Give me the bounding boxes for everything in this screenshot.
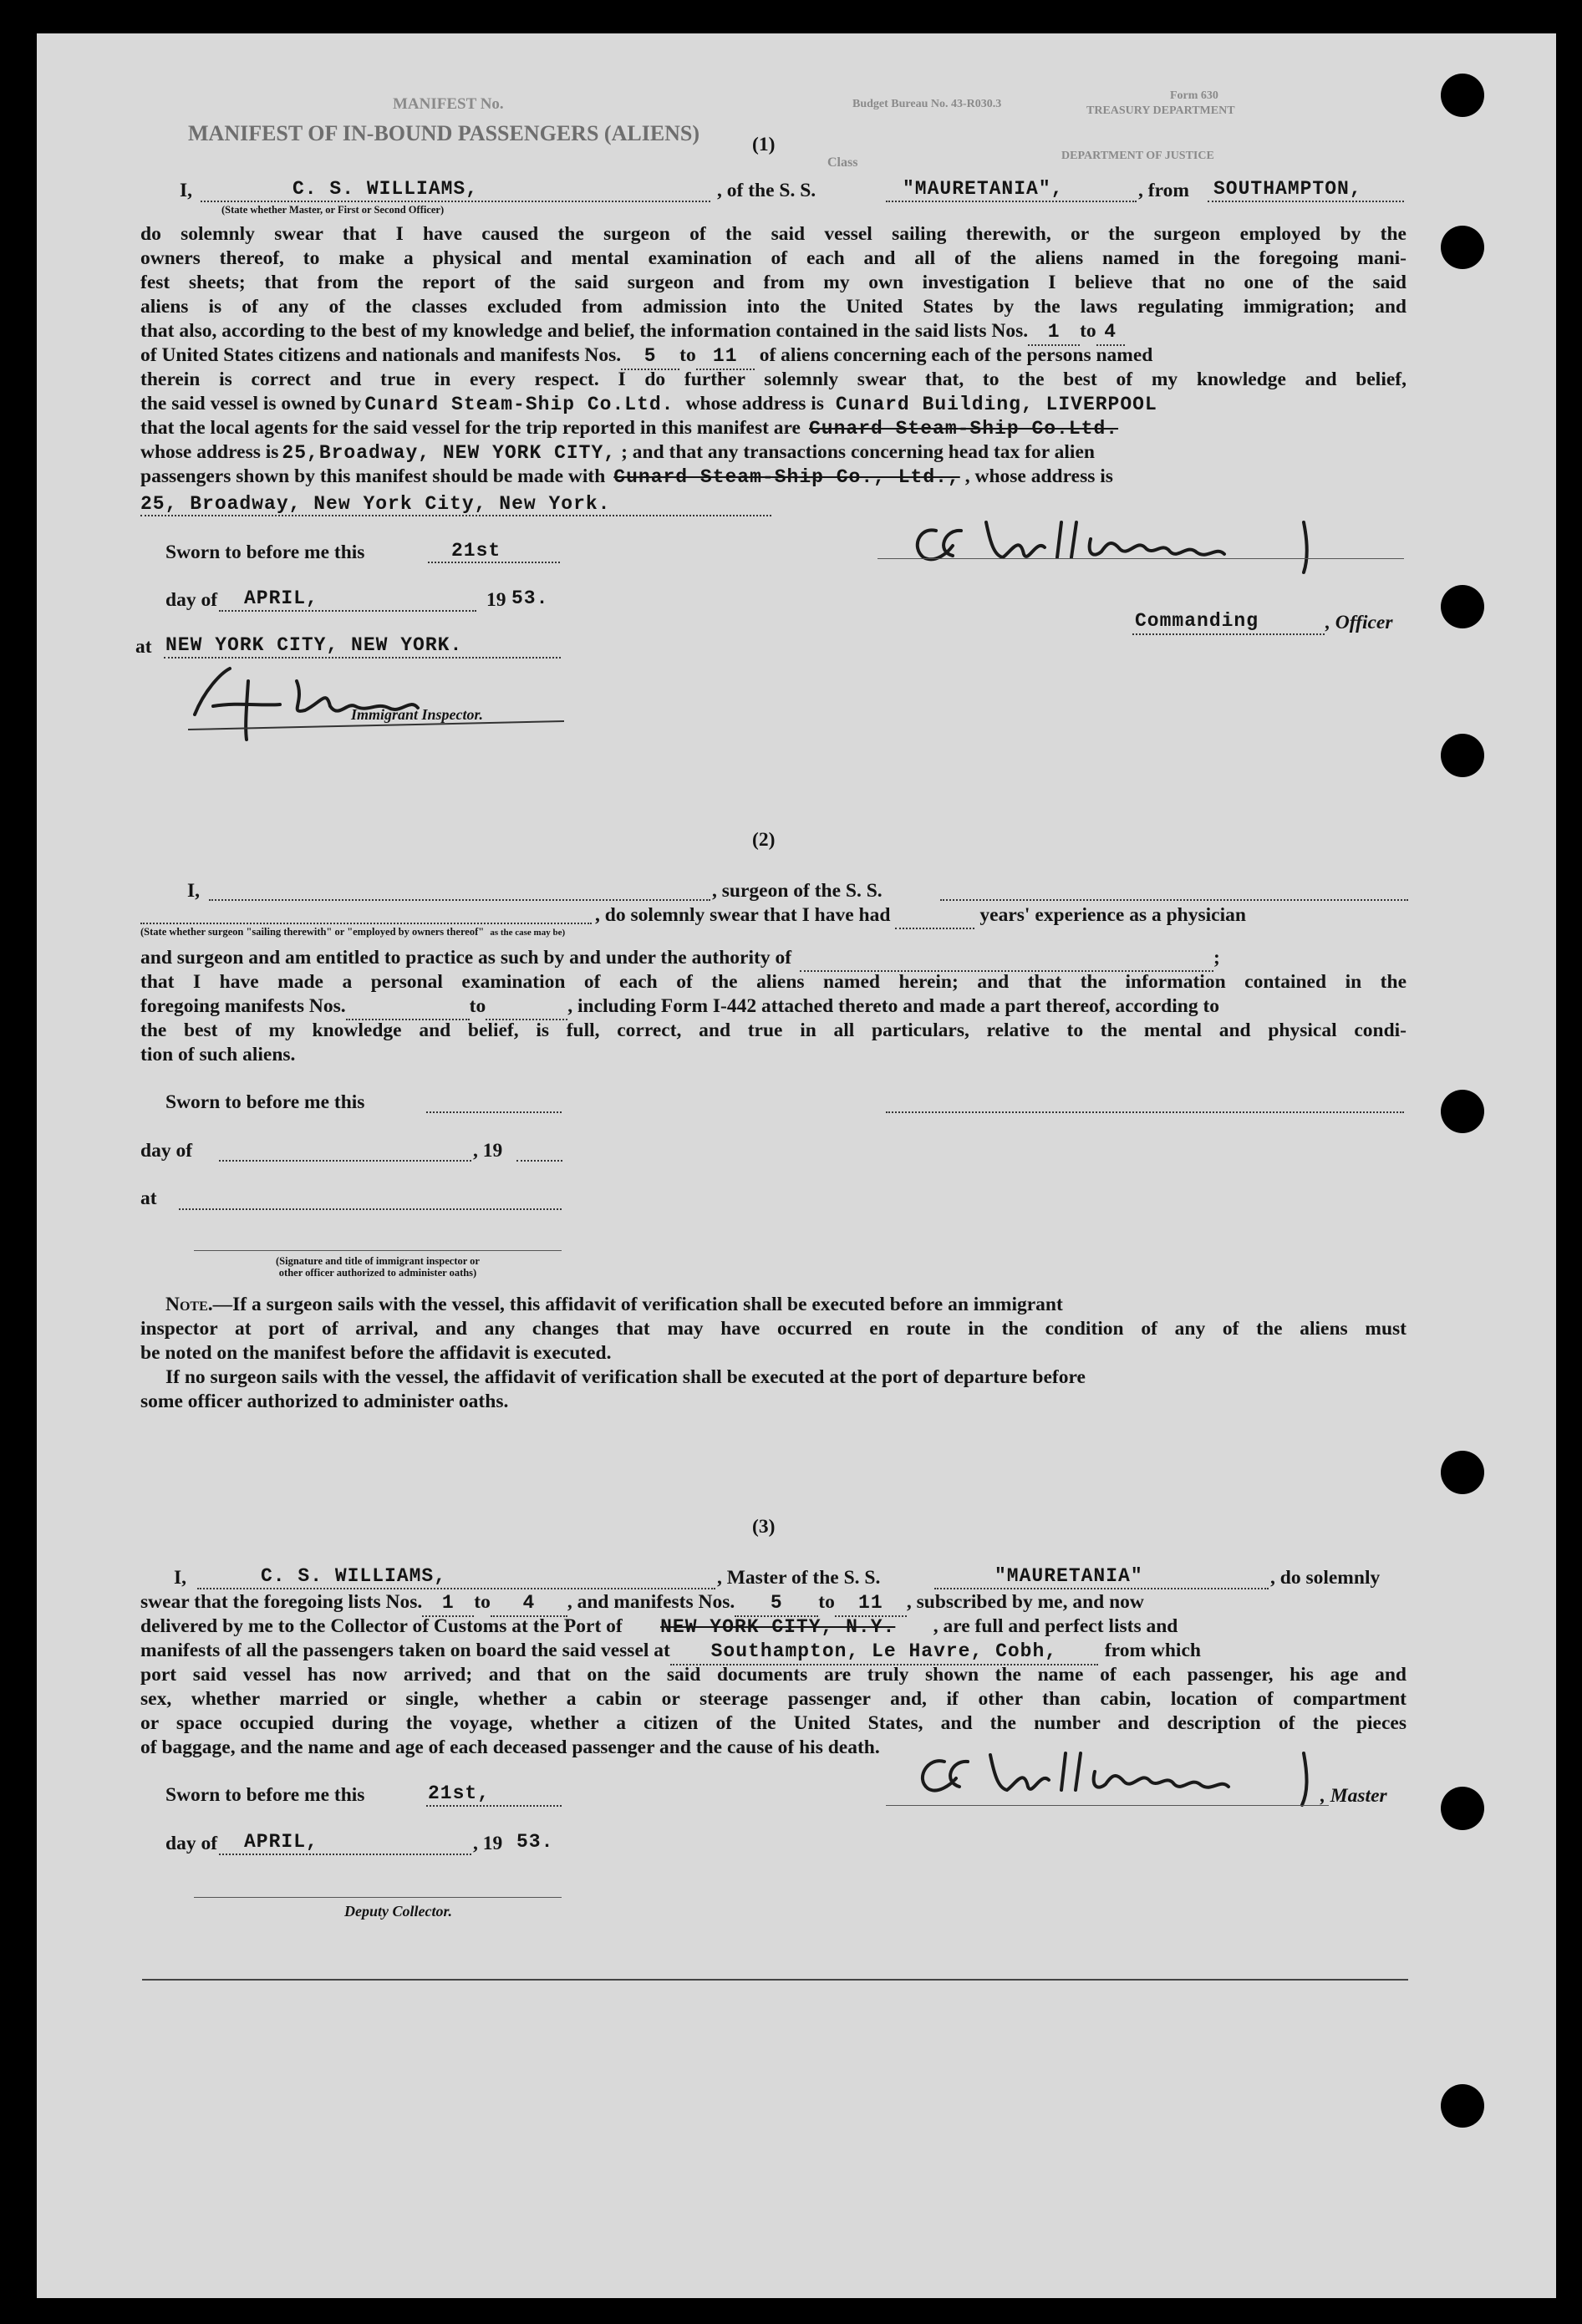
s3-line: or space occupied during the voyage, whether a citizen of the United States, and the number and description of the pieces [140,1712,1407,1734]
s3-sworn-day: 21st, [428,1782,491,1804]
s1-line11 [140,464,1113,490]
s1-line9-text: that the local agents for the said vessel for the trip reported in this manifest are [140,417,801,439]
s1-inspector-label: Immigrant Inspector. [351,706,484,723]
s1-port-from: SOUTHAMPTON, [1213,178,1362,200]
s1-owner-address: Cunard Building, LIVERPOOL [835,394,1157,415]
s2-line5-post: , including Form I-442 attached thereto and made a part thereof, according to [567,995,1220,1017]
s2-name-line [209,899,710,901]
punch-hole [1441,226,1484,269]
faded-class: Class [827,155,858,170]
punch-hole [1441,1090,1484,1133]
s2-to-blank [486,994,567,1020]
s3-line2-mid: , and manifests Nos. [567,1591,735,1613]
s1-place: NEW YORK CITY, NEW YORK. [165,634,463,656]
s1-role-note: (State whether Master, or First or Second Officer) [221,204,445,216]
s3-lists-from: 1 [422,1590,474,1617]
s3-ports-embark: Southampton, Le Havre, Cobh, [670,1639,1098,1665]
s2-sworn-line [426,1111,562,1113]
s1-line8-mid: whose address is [685,393,824,414]
s2-at: at [140,1187,157,1209]
s2-type-line [140,923,592,924]
s2-line5-to: to [469,995,486,1017]
s1-line10-text: whose address is [140,441,279,463]
faded-justice: DEPARTMENT OF JUSTICE [1061,150,1214,162]
s3-master-label: , Master [1320,1785,1387,1807]
s1-sworn-day: 21st [451,540,501,562]
s3-line4-text: manifests of all the passengers taken on board the said vessel at [140,1640,670,1661]
s1-officer-line [1132,633,1325,635]
s1-manifests-to: 11 [696,343,755,370]
s1-line11-post: , whose address is [964,465,1113,487]
s2-line6: the best of my knowledge and belief, is full, correct, and true in all particulars, relative to the mental and physical condi- [140,1020,1407,1041]
s1-line7: therein is correct and true in every respect. I do further solemnly swear that, to the best of my knowledge and belief, [140,369,1407,390]
faded-dept: TREASURY DEPARTMENT [1086,104,1235,117]
s3-year-prefix: , 19 [473,1833,503,1854]
s1-year-prefix: 19 [486,589,506,611]
s2-day-of: day of [140,1140,193,1162]
s1-at: at [135,636,152,658]
s2-line2-post: years' experience as a physician [979,904,1246,926]
s1-to: to [1080,320,1096,342]
s3-day-of: day of [165,1833,218,1854]
s2-note-line: be noted on the manifest before the affidavit is executed. [140,1342,612,1364]
s1-to2: to [679,344,696,366]
s1-of-ss: , of the S. S. [717,180,816,201]
s2-authority-blank [800,945,1213,972]
s3-last-line: of baggage, and the name and age of each deceased passenger and the cause of his death. [140,1737,880,1758]
s1-line8 [140,391,1157,417]
s1-address-line [140,515,771,516]
s2-sig-note-a: (Signature and title of immigrant inspector or [276,1255,480,1267]
s2-note-label: Note. [165,1294,213,1315]
s3-i-label: I, [174,1567,187,1589]
s1-officer-label: , Officer [1325,612,1393,633]
s1-line5-text: that also, according to the best of my knowledge and belief, the information contained in the said lists Nos. [140,320,1029,342]
s1-para-line: aliens is of any of the classes excluded from admission into the United States by the laws regulating immigration; and [140,296,1407,318]
section-2-number: (2) [752,829,776,851]
s2-i-label: I, [187,880,201,902]
s2-sig-note [194,1255,562,1279]
s2-note-text: —If a surgeon sails with the vessel, this affidavit of verification shall be executed before an immigrant [212,1294,1063,1315]
s2-surgeon-sig-line [886,1111,1404,1113]
s3-line3-post: , are full and perfect lists and [933,1615,1178,1637]
s1-para-line: owners thereof, to make a physical and mental examination of each and all of the aliens named in the foregoing mani- [140,247,1407,269]
s2-role-note [140,926,565,938]
s1-lists-from: 1 [1028,319,1080,346]
s1-agents: Cunard Steam-Ship Co.Ltd. [809,418,1119,440]
s1-lists-to: 4 [1096,319,1125,346]
s2-line3-post: ; [1213,947,1220,969]
s2-note-line: inspector at port of arrival, and any changes that may have occurred en route in the condition of any of the aliens must [140,1318,1407,1340]
punch-hole [1441,2084,1484,2128]
s2-line4: that I have made a personal examination of each of the aliens named herein; and that the information contained in the [140,971,1407,993]
s2-line2-mid: , do solemnly swear that I have had [595,904,891,926]
s3-port: NEW YORK CITY, N.Y. [660,1616,896,1638]
s2-at-line [179,1208,562,1210]
s2-year-line [516,1160,562,1162]
punch-hole [1441,734,1484,777]
s3-line2-post: , subscribed by me, and now [906,1591,1144,1613]
s2-month-line [219,1160,471,1162]
master-signature-3 [886,1738,1337,1813]
s1-line11-text: passengers shown by this manifest should be made with [140,465,606,487]
s1-line9 [140,415,1118,441]
s3-to2: to [818,1591,835,1613]
s1-para-line: fest sheets; that from the report of the said surgeon and from my own investigation I believe that no one of the said [140,272,1407,293]
s3-month: APRIL, [244,1831,318,1853]
s2-role-note-b: as the case may be) [490,928,566,938]
s1-line8-text: the said vessel is owned by [140,393,362,414]
s3-line4-post: from which [1104,1640,1201,1661]
s3-year: 53. [516,1831,554,1853]
s1-year: 53. [511,587,549,609]
punch-hole [1441,585,1484,628]
s2-line2 [595,903,1246,929]
s1-master-name: C. S. WILLIAMS, [292,178,479,200]
s3-solemnly: , do solemnly [1270,1567,1381,1589]
s2-year-prefix: , 19 [473,1140,503,1162]
punch-hole [1441,1787,1484,1830]
s1-line10 [140,440,1095,465]
s2-surgeon-of: , surgeon of the S. S. [712,880,883,902]
s1-owner: Cunard Steam-Ship Co.Ltd. [364,394,674,415]
s3-line3 [140,1614,1178,1640]
s2-note-line [165,1292,1063,1317]
s1-i-label: I, [180,180,193,201]
s2-line5 [140,994,1219,1020]
s3-line3-text: delivered by me to the Collector of Customs at the Port of [140,1615,623,1637]
s3-sworn: Sworn to before me this [165,1784,365,1806]
s3-lists-to: 4 [491,1590,567,1617]
s1-day-of: day of [165,589,218,611]
s1-from: , from [1138,180,1189,201]
s1-vessel: "MAURETANIA", [903,178,1064,200]
s2-from-blank [346,994,470,1020]
faded-manifest-no: MANIFEST No. [393,95,504,113]
s3-vessel: "MAURETANIA" [994,1565,1143,1587]
s1-line10-post: ; and that any transactions concerning head tax for alien [621,441,1095,463]
s1-headtax-agent: Cunard Steam-Ship Co., Ltd., [613,466,960,488]
s2-line3 [140,945,1220,972]
s2-note2-line: some officer authorized to administer oaths. [140,1391,509,1412]
s3-master-of: , Master of the S. S. [717,1567,881,1589]
s1-para-line: do solemnly swear that I have caused the surgeon of the said vessel sailing therewith, or the surgeon employed by the [140,223,1407,245]
s1-agents-address: 25,Broadway, NEW YORK CITY, [282,442,617,464]
s1-officer-sig-line [877,558,1404,559]
s1-headtax-address: 25, Broadway, New York City, New York. [140,493,611,515]
s1-month: APRIL, [244,587,318,609]
master-signature-1 [886,506,1421,581]
faded-title: MANIFEST OF IN-BOUND PASSENGERS (ALIENS) [188,121,700,145]
s1-officer-role: Commanding [1135,610,1259,632]
s3-line: port said vessel has now arrived; and that on the said documents are truly shown the name of each passenger, his age and [140,1664,1407,1686]
s2-line7: tion of such aliens. [140,1044,296,1065]
section-1-number: (1) [752,134,776,155]
bottom-rule [142,1979,1408,1981]
s3-master-name: C. S. WILLIAMS, [261,1565,447,1587]
punch-hole [1441,1451,1484,1494]
faded-form: Form 630 [1170,89,1218,102]
s1-line6-text: of United States citizens and nationals and manifests Nos. [140,344,622,366]
s2-inspector-sig-line [194,1250,562,1251]
s3-manifests-from: 5 [735,1590,818,1617]
s3-to: to [474,1591,491,1613]
s1-line6-post: of aliens concerning each of the persons named [759,344,1153,366]
punch-hole [1441,74,1484,117]
s3-deputy-sig-line [194,1897,562,1898]
s2-sig-note-b: other officer authorized to administer oaths) [278,1267,477,1279]
s2-line5-text: foregoing manifests Nos. [140,995,346,1017]
s3-line: sex, whether married or single, whether a cabin or steerage passenger and, if other than cabin, location of compartment [140,1688,1407,1710]
s2-line3-text: and surgeon and am entitled to practice as such by and under the authority of [140,947,792,969]
s2-years-blank [895,903,974,929]
s3-deputy-label: Deputy Collector. [344,1903,452,1920]
faded-budget: Budget Bureau No. 43-R030.3 [852,98,1002,110]
s3-manifests-to: 11 [835,1590,907,1617]
section-3-number: (3) [752,1516,776,1538]
s2-role-note-a: (State whether surgeon "sailing therewith" or "employed by owners thereof" [140,926,485,938]
s2-note2-line: If no surgeon sails with the vessel, the affidavit of verification shall be executed at the port of departure before [165,1366,1086,1388]
s2-sworn: Sworn to before me this [165,1091,365,1113]
s2-vessel-line [940,899,1408,901]
s1-sworn: Sworn to before me this [165,542,365,563]
s3-line2-text: swear that the foregoing lists Nos. [140,1591,423,1613]
s1-manifests-from: 5 [621,343,679,370]
s3-master-sig-line [886,1805,1329,1806]
